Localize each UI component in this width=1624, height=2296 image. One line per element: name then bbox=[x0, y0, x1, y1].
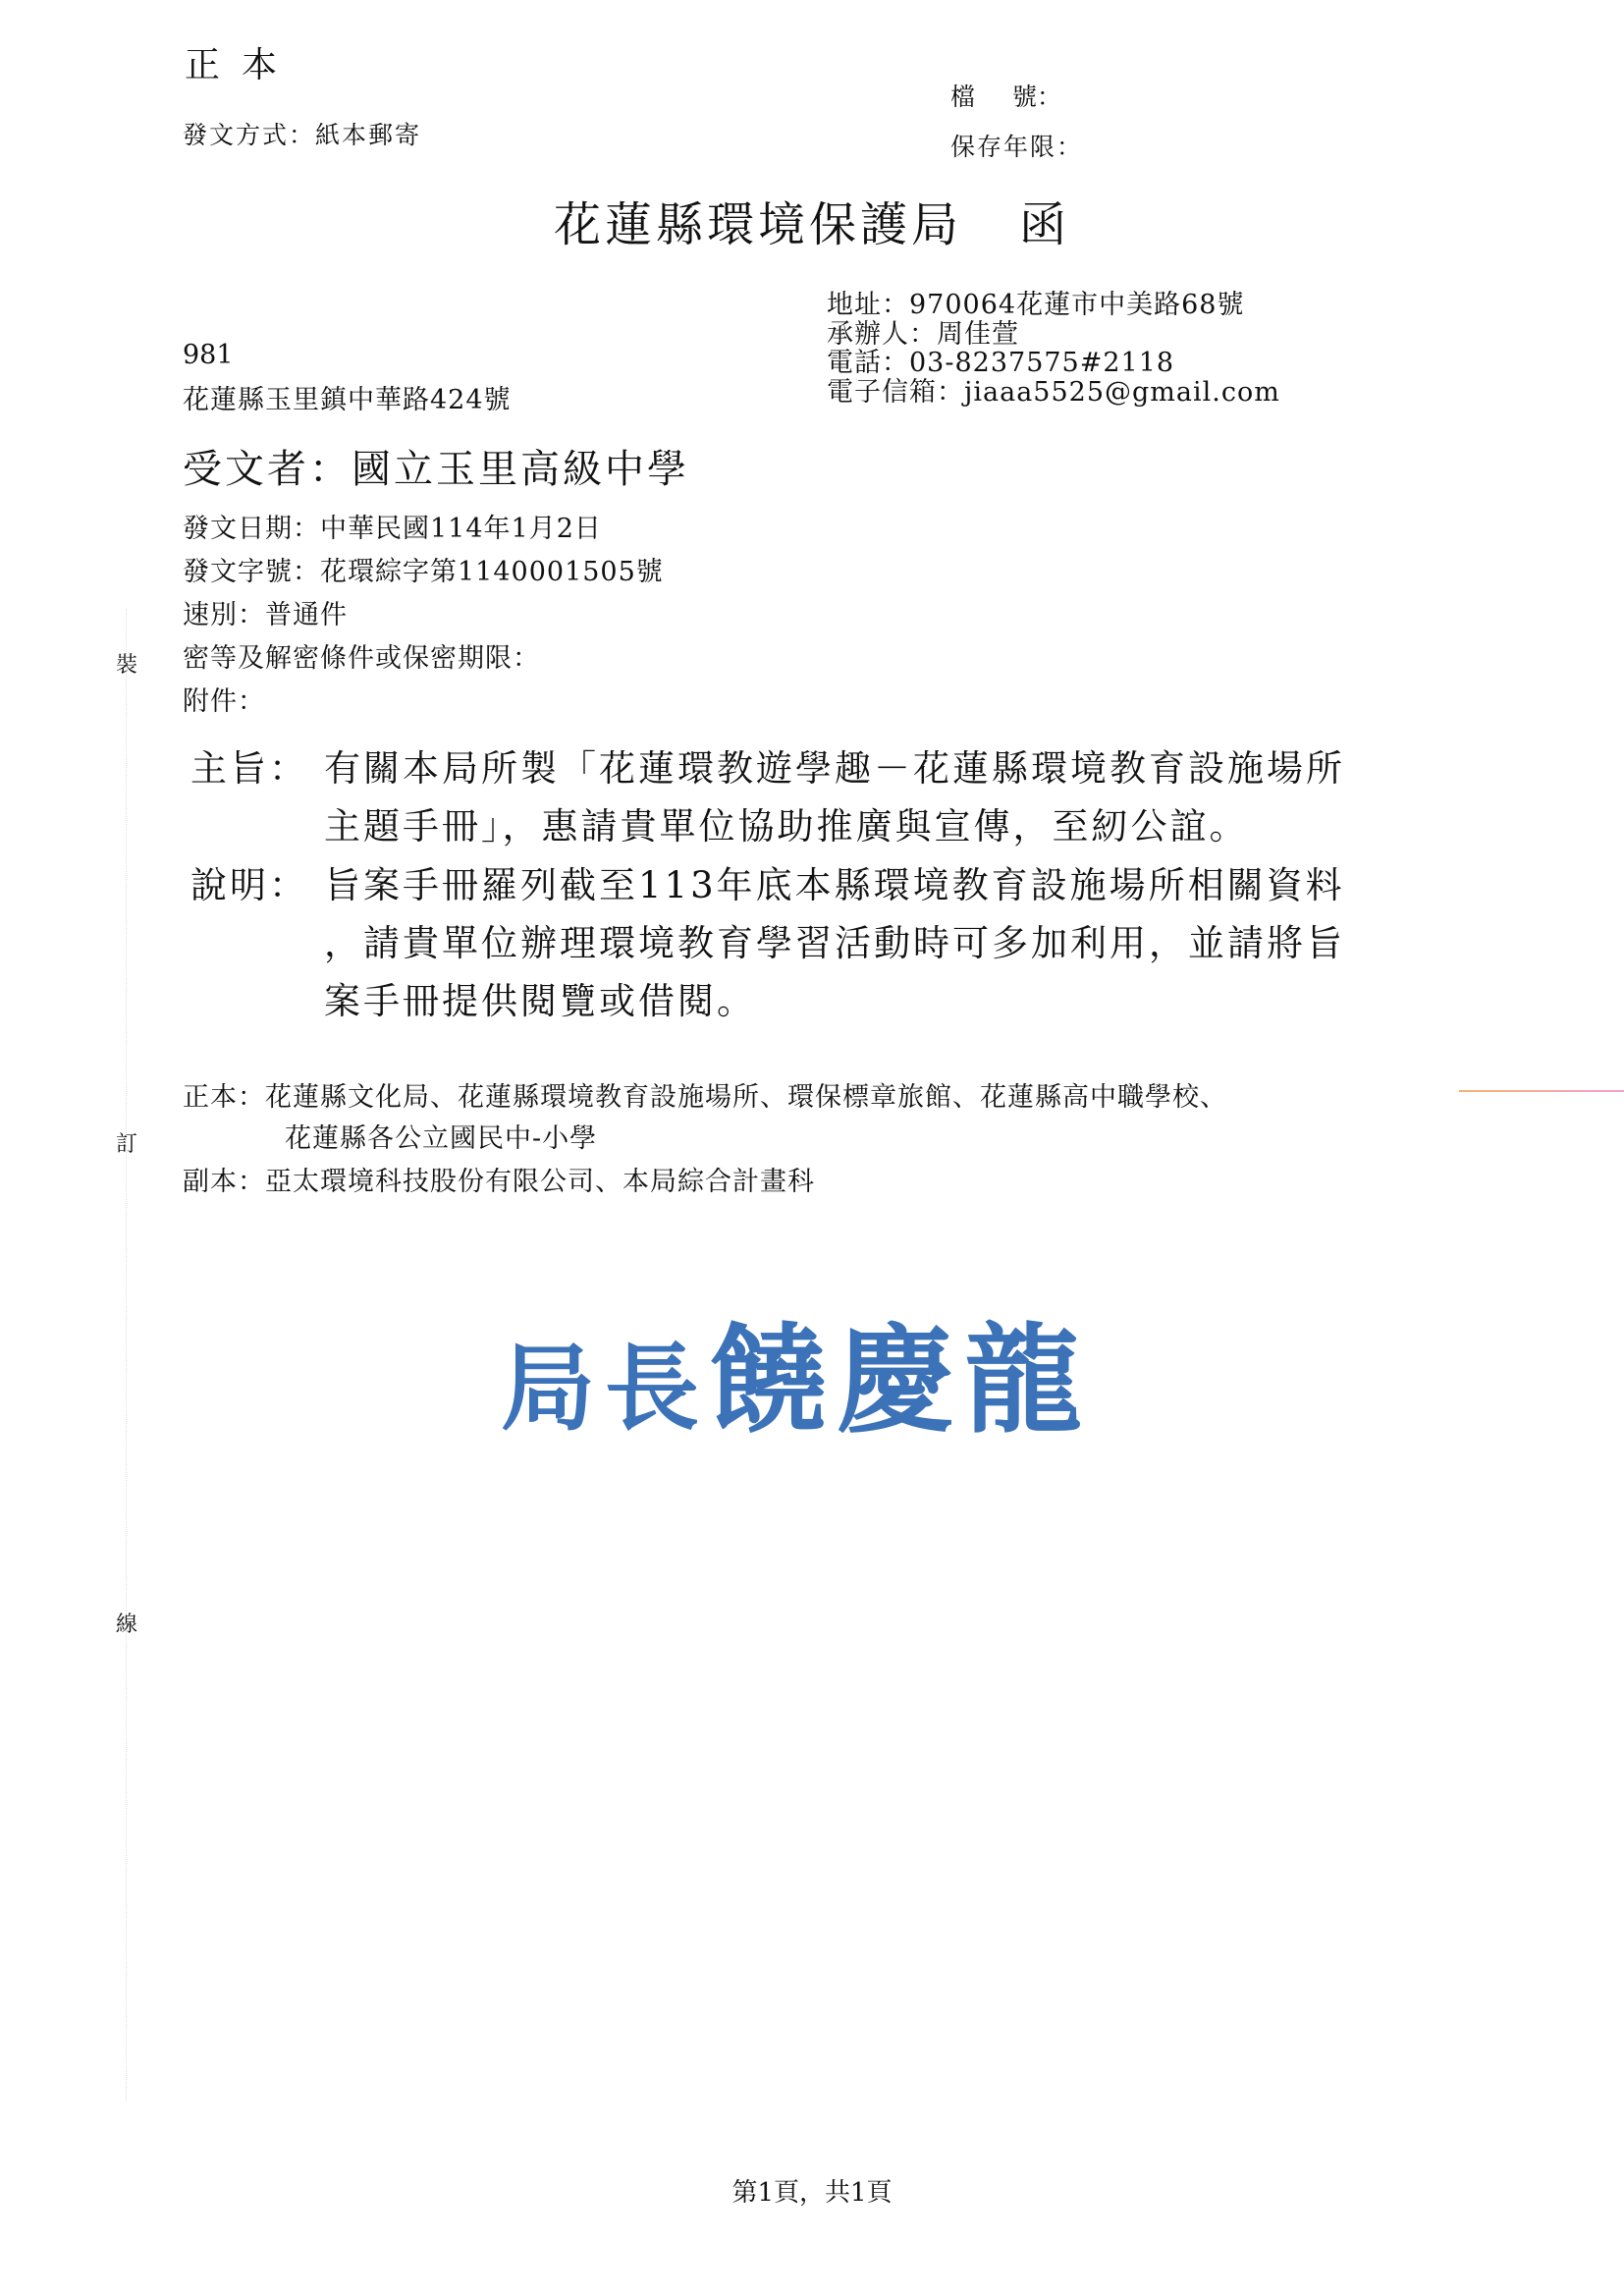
file-number-label-a: 檔 bbox=[950, 82, 976, 111]
line-mark: 線 bbox=[116, 1613, 138, 1637]
copy-recipients: 副本：亞太環境科技股份有限公司、本局綜合計畫科 bbox=[183, 1167, 815, 1197]
color-streak bbox=[1459, 1090, 1624, 1092]
description-line: 案手冊提供閱覽或借閱。 bbox=[324, 980, 756, 1022]
signature-name: 饒慶龍 bbox=[709, 1311, 1092, 1449]
page-number: 第1頁，共1頁 bbox=[731, 2178, 893, 2208]
document-type: 函 bbox=[1019, 197, 1071, 252]
director-signature-stamp bbox=[501, 1286, 1092, 1455]
secrecy-level: 密等及解密條件或保密期限： bbox=[183, 643, 540, 674]
file-number-label-b: 號： bbox=[1012, 82, 1062, 111]
binding-mark: 裝 bbox=[116, 653, 138, 678]
send-method: 發文方式：紙本郵寄 bbox=[183, 121, 422, 149]
delivery-speed: 速別：普通件 bbox=[183, 600, 348, 630]
receiver-address: 花蓮縣玉里鎮中華路424號 bbox=[183, 385, 512, 415]
attachment: 附件： bbox=[183, 686, 265, 717]
issue-date: 發文日期：中華民國114年1月2日 bbox=[183, 514, 602, 544]
description-line: 旨案手冊羅列截至113年底本縣環境教育設施場所相關資料 bbox=[324, 864, 1345, 906]
original-recipients: 正本：花蓮縣文化局、花蓮縣環境教育設施場所、環保標章旅館、花蓮縣高中職學校、 bbox=[183, 1082, 1227, 1113]
binding-line bbox=[126, 609, 127, 2102]
description-label: 說明： bbox=[190, 864, 308, 906]
description-line: ，請貴單位辦理環境教育學習活動時可多加利用，並請將旨 bbox=[324, 922, 1345, 964]
document-number: 發文字號：花環綜字第1140001505號 bbox=[183, 557, 664, 587]
sender-handler: 承辦人：周佳萱 bbox=[827, 319, 1019, 350]
agency-name: 花蓮縣環境保護局 bbox=[553, 197, 962, 252]
sender-address: 地址：970064花蓮市中美路68號 bbox=[827, 290, 1245, 320]
receiver-zip: 981 bbox=[183, 340, 234, 370]
letter-title bbox=[0, 187, 1624, 254]
subject-label: 主旨： bbox=[190, 747, 308, 790]
subject-line: 主題手冊」，惠請貴單位協助推廣與宣傳，至紉公誼。 bbox=[324, 805, 1249, 847]
copy-type-label: 正本 bbox=[185, 45, 299, 85]
signature-title: 局長 bbox=[501, 1333, 709, 1444]
retention-label: 保存年限： bbox=[950, 133, 1084, 161]
recipient: 受文者：國立玉里高級中學 bbox=[183, 447, 689, 492]
sender-email: 電子信箱：jiaaa5525@gmail.com bbox=[827, 377, 1280, 408]
subject-line: 有關本局所製「花蓮環教遊學趣－花蓮縣環境教育設施場所 bbox=[324, 747, 1345, 790]
staple-mark: 訂 bbox=[116, 1132, 138, 1157]
original-recipients-continued: 花蓮縣各公立國民中-小學 bbox=[285, 1123, 598, 1154]
file-number-label bbox=[950, 78, 1061, 113]
sender-phone: 電話：03-8237575#2118 bbox=[827, 348, 1175, 378]
